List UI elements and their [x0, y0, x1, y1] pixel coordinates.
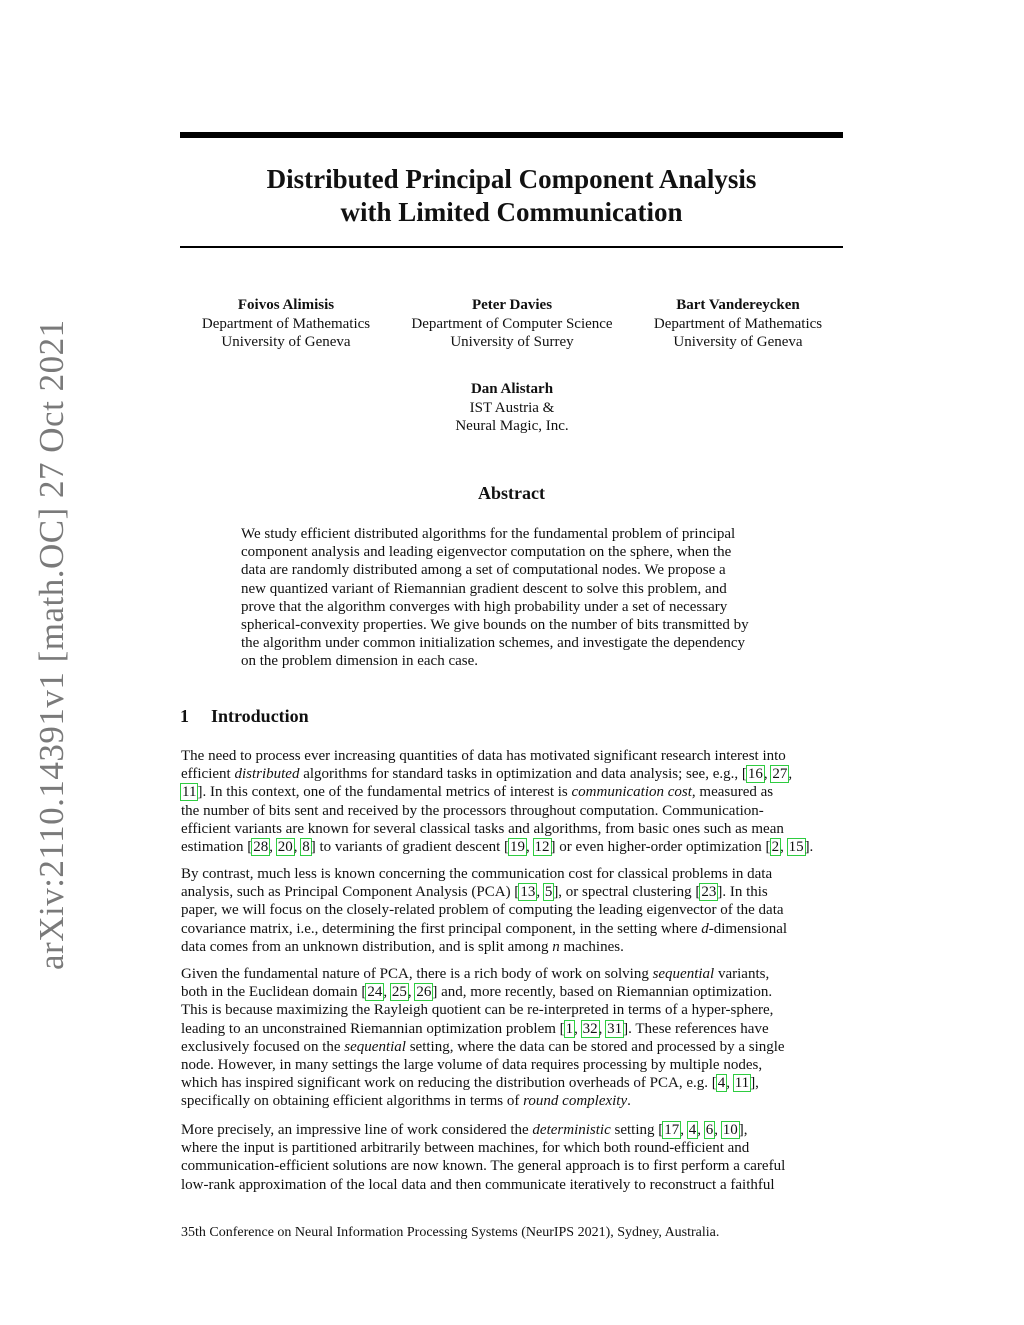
intro-paragraph-2 — [181, 865, 844, 956]
abstract-line: new quantized variant of Riemannian gradient descent to solve this problem, and — [241, 580, 727, 597]
citation-link[interactable]: 15 — [788, 839, 804, 856]
section-number: 1 — [180, 706, 189, 726]
text-line: More precisely, an impressive line of work considered the deterministic setting [17, 4, 6, 10], — [181, 1122, 748, 1138]
abstract-line: prove that the algorithm converges with high probability under a set of necessary — [241, 598, 728, 615]
citation-link[interactable]: 12 — [534, 839, 550, 856]
intro-paragraph-3 — [181, 965, 844, 1111]
author-affiliation: IST Austria & — [469, 399, 555, 416]
arxiv-identifier-stamp: arXiv:2110.14391v1 [math.OC] 27 Oct 2021 — [32, 319, 71, 970]
citation-link[interactable]: 13 — [520, 884, 536, 901]
author-name: Foivos Alimisis — [237, 297, 335, 313]
section-heading-introduction — [180, 705, 309, 727]
citation-link[interactable]: 11 — [734, 1075, 750, 1092]
citation-link[interactable]: 5 — [544, 884, 553, 901]
author-affiliation: Department of Computer Science — [411, 315, 613, 332]
text-line: 11]. In this context, one of the fundamental metrics of interest is communication cost, measured as — [182, 784, 774, 801]
citation-link[interactable]: 10 — [722, 1122, 738, 1138]
abstract-line: data are randomly distributed among a set of computational nodes. We propose a — [241, 562, 726, 579]
text-line: exclusively focused on the sequential setting, where the data can be stored and processed by a single — [181, 1038, 785, 1055]
author-affiliation: Department of Mathematics — [201, 315, 371, 332]
abstract-line: the algorithm under common initialization schemes, and investigate the dependency — [241, 635, 746, 652]
citation-link[interactable]: 19 — [510, 839, 526, 856]
citation-link[interactable]: 8 — [302, 839, 310, 856]
text-line: covariance matrix, i.e., determining the first principal component, in the setting where d-dimensional — [181, 920, 788, 937]
text-line: low-rank approximation of the local data and then communicate iteratively to reconstruct a faithful — [181, 1176, 775, 1193]
author-block — [398, 296, 626, 352]
author-affiliation: University of Surrey — [450, 334, 574, 350]
intro-paragraph-4 — [181, 1121, 844, 1194]
text-line: the number of bits sent and received by the processors throughout computation. Communication- — [181, 802, 764, 819]
citation-link[interactable]: 16 — [747, 766, 763, 783]
text-line: This is because maximizing the Rayleigh quotient can be re-interpreted in terms of a hyper-sphere, — [181, 1002, 774, 1019]
author-affiliation: University of Geneva — [221, 334, 351, 350]
author-block — [638, 296, 838, 352]
title-bottom-rule — [180, 246, 843, 248]
conference-footnote: 35th Conference on Neural Information Processing Systems (NeurIPS 2021), Sydney, Australia. — [181, 1225, 720, 1240]
author-name: Peter Davies — [471, 297, 553, 313]
citation-link[interactable]: 1 — [565, 1020, 574, 1037]
text-line: efficient variants are known for several classical tasks and algorithms, from basic ones such as mean — [181, 820, 784, 837]
text-line: data comes from an unknown distribution, and is split among n machines. — [181, 938, 624, 955]
abstract-line: component analysis and leading eigenvector computation on the sphere, when the — [241, 544, 732, 561]
citation-link[interactable]: 31 — [607, 1020, 623, 1037]
text-line: communication-efficient solutions are now known. The general approach is to first perform a careful — [181, 1158, 786, 1175]
citation-link[interactable]: 25 — [391, 984, 407, 1001]
title-line-2: with Limited Communication — [340, 197, 683, 227]
title-line-1: Distributed Principal Component Analysis — [266, 164, 757, 194]
abstract-line: on the problem dimension in each case. — [241, 653, 479, 670]
citation-link[interactable]: 32 — [582, 1020, 598, 1037]
intro-paragraph-1 — [181, 747, 844, 856]
text-line: efficient distributed algorithms for standard tasks in optimization and data analysis; see, e.g., [16, 27, — [181, 766, 793, 783]
citation-link[interactable]: 24 — [367, 984, 383, 1001]
abstract-body — [241, 525, 784, 671]
citation-link[interactable]: 20 — [277, 839, 293, 856]
citation-link[interactable]: 4 — [688, 1122, 697, 1138]
text-line: By contrast, much less is known concerning the communication cost for classical problems in data — [181, 866, 773, 882]
text-line: paper, we will focus on the closely-related problem of computing the leading eigenvector of the data — [181, 902, 784, 919]
text-line: which has inspired significant work on reducing the distribution overheads of PCA, e.g. [4, 11], — [181, 1075, 759, 1092]
abstract-heading: Abstract — [478, 483, 545, 503]
citation-link[interactable]: 6 — [705, 1122, 714, 1138]
citation-link[interactable]: 17 — [664, 1122, 680, 1138]
text-line: both in the Euclidean domain [24, 25, 26] and, more recently, based on Riemannian optimization. — [181, 984, 773, 1001]
citation-link[interactable]: 11 — [182, 784, 197, 801]
section-title: Introduction — [211, 706, 309, 726]
author-block — [412, 380, 612, 436]
text-line: Given the fundamental nature of PCA, there is a rich body of work on solving sequential variants, — [181, 966, 770, 982]
citation-link[interactable]: 23 — [701, 884, 717, 901]
text-line: node. However, in many settings the large volume of data requires processing by multiple nodes, — [181, 1057, 763, 1074]
text-line: The need to process ever increasing quantities of data has motivated significant research interest into — [181, 748, 786, 764]
author-block — [186, 296, 386, 352]
abstract-line: spherical-convexity properties. We give bounds on the number of bits transmitted by — [241, 617, 749, 634]
author-affiliation: University of Geneva — [673, 334, 803, 350]
text-line: specifically on obtaining efficient algorithms in terms of round complexity. — [181, 1093, 631, 1110]
text-line: estimation [28, 20, 8] to variants of gradient descent [19, 12] or even higher-order optimization [2, 15]. — [181, 839, 814, 856]
abstract-line: We study efficient distributed algorithms for the fundamental problem of principal — [241, 526, 736, 542]
author-affiliation: Neural Magic, Inc. — [455, 418, 569, 434]
title-top-rule — [180, 132, 843, 138]
citation-link[interactable]: 27 — [772, 766, 788, 783]
citation-link[interactable]: 28 — [253, 839, 269, 856]
author-affiliation: Department of Mathematics — [653, 315, 823, 332]
citation-link[interactable]: 4 — [717, 1075, 726, 1092]
citation-link[interactable]: 2 — [771, 839, 780, 856]
author-name: Bart Vandereycken — [676, 297, 800, 313]
text-line: analysis, such as Principal Component Analysis (PCA) [13, 5], or spectral clustering [23]. In this — [181, 884, 768, 901]
text-line: leading to an unconstrained Riemannian optimization problem [1, 32, 31]. These references have — [181, 1020, 769, 1037]
paper-title — [180, 163, 843, 229]
text-line: where the input is partitioned arbitrarily between machines, for which both round-efficient and — [181, 1140, 750, 1157]
author-name: Dan Alistarh — [470, 381, 554, 397]
citation-link[interactable]: 26 — [416, 984, 432, 1001]
